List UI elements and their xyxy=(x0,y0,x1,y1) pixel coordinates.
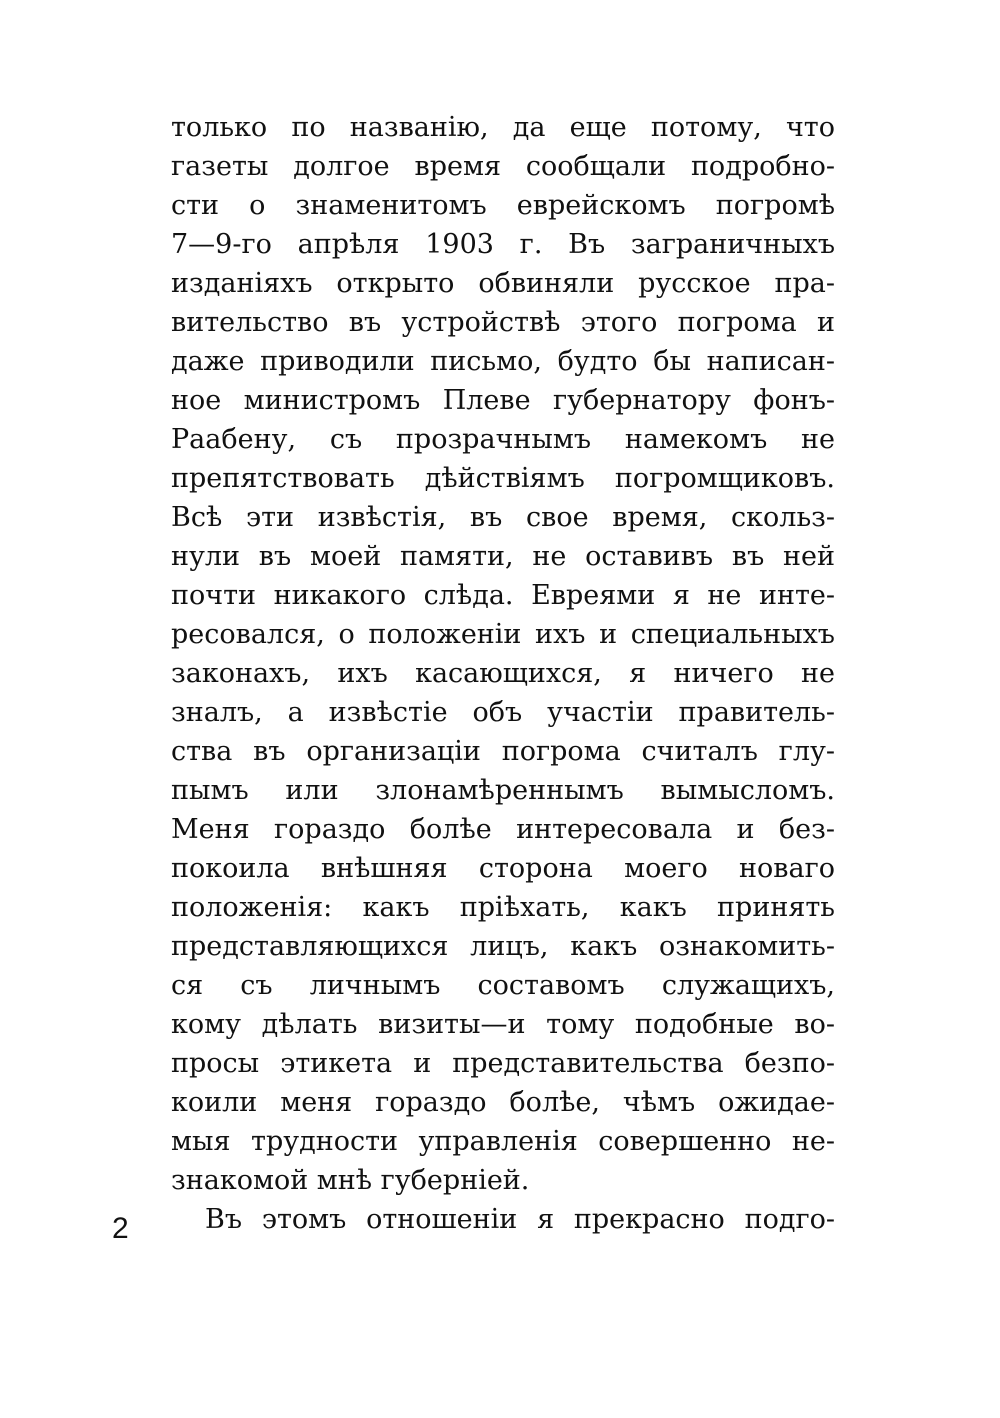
text-line-10: препятствовать дѣйствіямъ погромщиковъ. xyxy=(171,463,835,494)
text-line-12: нули въ моей памяти, не оставивъ въ ней xyxy=(171,541,835,572)
text-line-28: знакомой мнѣ губерніей. xyxy=(171,1165,530,1196)
page-number: 2 xyxy=(112,1212,129,1245)
text-line-9: Раабену, съ прозрачнымъ намекомъ не xyxy=(171,424,835,455)
text-line-11: Всѣ эти извѣстія, въ свое время, скольз- xyxy=(171,502,835,533)
text-line-15: законахъ, ихъ касающихся, я ничего не xyxy=(171,658,835,689)
text-line-25: просы этикета и представительства безпо- xyxy=(171,1048,835,1079)
text-line-17: ства въ организаціи погрома считалъ глу- xyxy=(171,736,835,767)
text-line-2: газеты долгое время сообщали подробно- xyxy=(171,151,835,182)
text-line-1: только по названію, да еще потому, что xyxy=(171,112,835,143)
text-line-29: Въ этомъ отношеніи я прекрасно подго- xyxy=(205,1204,835,1235)
text-line-21: положенія: какъ пріѣхать, какъ принять xyxy=(171,892,835,923)
text-line-7: даже приводили письмо, будто бы написан- xyxy=(171,346,835,377)
text-line-27: мыя трудности управленія совершенно не- xyxy=(171,1126,835,1157)
body-text xyxy=(171,108,835,1239)
text-line-26: коили меня гораздо болѣе, чѣмъ ожидае- xyxy=(171,1087,835,1118)
text-line-5: изданіяхъ открыто обвиняли русское пра- xyxy=(171,268,835,299)
text-line-24: кому дѣлать визиты—и тому подобные во- xyxy=(171,1009,835,1040)
text-line-8: ное министромъ Плеве губернатору фонъ- xyxy=(171,385,835,416)
text-line-16: зналъ, а извѣстіе объ участіи правитель- xyxy=(171,697,835,728)
text-line-19: Меня гораздо болѣе интересовала и без- xyxy=(171,814,835,845)
text-line-6: вительство въ устройствѣ этого погрома и xyxy=(171,307,835,338)
text-line-14: ресовался, о положеніи ихъ и специальныхъ xyxy=(171,619,835,650)
text-line-18: пымъ или злонамѣреннымъ вымысломъ. xyxy=(171,775,835,806)
text-line-22: представляющихся лицъ, какъ ознакомить- xyxy=(171,931,835,962)
text-line-23: ся съ личнымъ составомъ служащихъ, xyxy=(171,970,835,1001)
text-line-20: покоила внѣшняя сторона моего новаго xyxy=(171,853,835,884)
text-line-4: 7—9-го апрѣля 1903 г. Въ заграничныхъ xyxy=(171,229,835,260)
text-line-13: почти никакого слѣда. Евреями я не инте- xyxy=(171,580,835,611)
text-line-3: сти о знаменитомъ еврейскомъ погромѣ xyxy=(171,190,835,221)
